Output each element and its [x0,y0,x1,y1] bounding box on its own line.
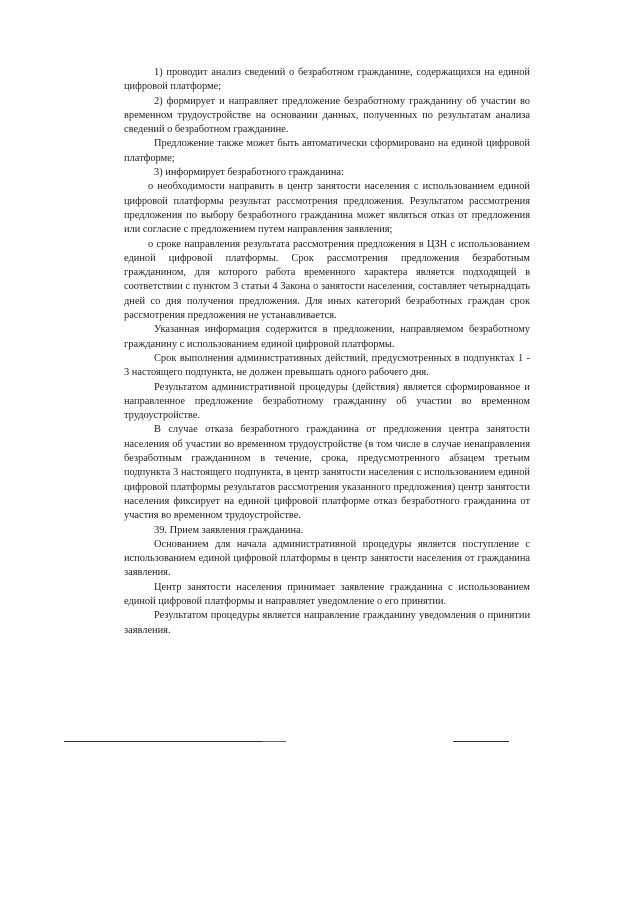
paragraph-inform-deadline: о сроке направления результата рассмотрения предложения в ЦЗН с использованием единой цифровой платформы. Срок рассмотрения предложения безработным гражданином, для которого работа временного характера является подходящей в соответствии с пунктом 3 статьи 4 Закона о занятости населения, составляет четырнадцать дней со дня получения предложения. Для иных категорий безработных граждан срок рассмотрения предложения не устанавливается. [124,238,530,322]
paragraph-term: Срок выполнения административных действий, предусмотренных в подпунктах 1 - 3 настоящего подпункта, не должен превышать одного рабочего дня. [124,352,530,379]
paragraph-refusal: В случае отказа безработного гражданина от предложения центра занятости населения об участии во временном трудоустройстве (в том числе в случае ненаправления безработным гражданином в течение, срока, предусмотренного абзацем третьим подпункта 3 настоящего подпункта, в центр занятости населения с использованием единой цифровой платформы результатов рассмотрения указанного предложения) центр занятости населения фиксирует на единой цифровой платформе отказ безработного гражданина от участия во временном трудоустройстве. [124,424,530,522]
paragraph-basis: Основанием для начала административной процедуры является поступление с использованием единой цифровой платформы в центр занятости населения от гражданина заявления. [124,538,530,579]
footer-divider-right [453,741,509,742]
paragraph-item-2: 2) формирует и направляет предложение безработному гражданину об участии во временном трудоустройстве на основании данных, полученных по результатам анализа сведений о безработном гражданине. [124,95,530,136]
footer-divider-left [64,741,264,742]
paragraph-note: Предложение также может быть автоматически сформировано на единой цифровой платформе; [124,138,530,164]
paragraph-result: Результатом административной процедуры (действия) является сформированное и направленное предложение безработному гражданину об участии во временном трудоустройстве. [124,381,530,422]
paragraph-acceptance: Центр занятости населения принимает заявление гражданина с использованием единой цифровой платформы и направляет уведомление о его принятии. [124,581,530,607]
paragraph-item-3: 3) информирует безработного гражданина: [154,167,344,179]
document-body [124,66,530,638]
paragraph-section-39: 39. Прием заявления гражданина. [154,524,304,536]
paragraph-procedure-result: Результатом процедуры является направление гражданину уведомления о принятии заявления. [124,610,530,636]
paragraph-item-1: 1) проводит анализ сведений о безработном гражданине, содержащихся на единой цифровой платформе; [124,67,530,93]
paragraph-inform-necessity: о необходимости направить в центр занятости населения с использованием единой цифровой платформы результат рассмотрения предложения. Результатом рассмотрения предложения по выбору безработного гражданина может являться отказ от предложения или согласие с предложением путем направления заявления; [124,181,530,236]
paragraph-info-contained: Указанная информация содержится в предложении, направляемом безработному гражданину с использованием единой цифровой платформы. [124,324,530,350]
footer-divider-left-tail [262,741,286,742]
